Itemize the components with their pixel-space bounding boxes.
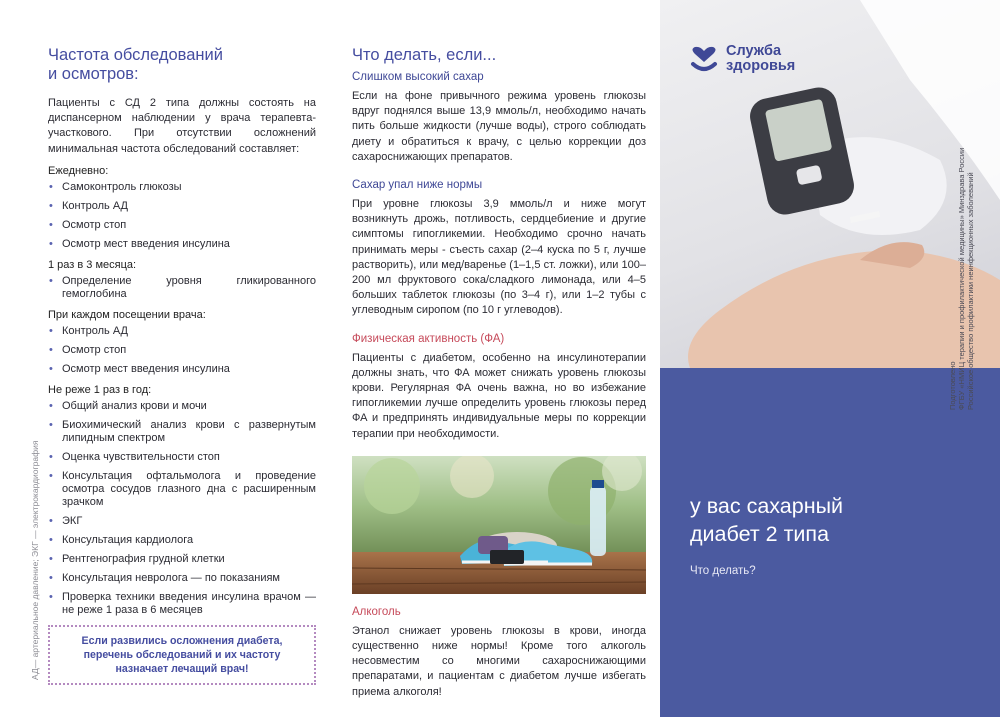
- abbreviations-side-note: АД— артериальное давление; ЭКГ — электрокардиография: [30, 440, 40, 680]
- section-text-physical-activity: Пациенты с диабетом, особенно на инсулинотерапии должны знать, что ФА может снижать уровень глюкозы крови. Регулярная ФА очень важна, но во избежание гипогликемии лучше определить уровень глюкозы перед ФА и предпринять индивидуальные меры по коррекции терапии при необходимости.: [352, 351, 646, 440]
- section-text-low-sugar: При уровне глюкозы 3,9 ммоль/л и ниже могут возникнуть дрожь, потливость, сердцебиение и другие симптомы гипогликемии. Необходимо срочно начать принимать меры - съесть сахар (2–4 куска по 5 г, лучше растворить), или мед/варенье (1–1,5 ст. ложки), или 100–200 мл фруктового сока/сладкого лимонада, или 4–5 больших таблеток глюкозы (по 3–4 г), или 1–2 тубы с углеводным сиропом (по 10 г углеводов).: [352, 198, 646, 317]
- examinations-heading: [48, 46, 316, 84]
- list-item: • Консультация невролога — по показаниям: [48, 572, 316, 585]
- list-item: • Определение уровня гликированного гемоглобина: [48, 275, 316, 301]
- panel-examinations: [0, 0, 330, 717]
- what-to-do-heading: Что делать, если...: [352, 46, 497, 64]
- list-daily: [48, 181, 316, 251]
- section-text-alcohol: Этанол снижает уровень глюкозы в крови, иногда существенно ниже нормы! Кроме того алкоголь несовместим со многими сахароснижающими препаратами, и пациентам с диабетом лучше избегать приема алкоголя!: [352, 624, 646, 698]
- group-title-each-visit: При каждом посещении врача:: [48, 308, 206, 321]
- list-item: • Осмотр мест введения инсулина: [48, 363, 316, 376]
- list-quarterly: [48, 275, 316, 301]
- list-item: • Осмотр мест введения инсулина: [48, 238, 316, 251]
- group-title-yearly: Не реже 1 раз в год:: [48, 383, 152, 396]
- prepared-by-credit: [948, 148, 975, 410]
- brand-line-1: Служба: [726, 43, 782, 59]
- list-yearly: [48, 400, 316, 617]
- cover-subtitle: Что делать?: [690, 565, 756, 577]
- list-item: • Самоконтроль глюкозы: [48, 181, 316, 194]
- group-title-quarterly: 1 раз в 3 месяца:: [48, 258, 137, 271]
- credit-line-3: Российское общество профилактики неинфекционных заболеваний: [966, 172, 975, 410]
- cover-panel: [660, 0, 1000, 717]
- brand-line-2: здоровья: [726, 58, 796, 74]
- list-item: • Консультация кардиолога: [48, 534, 316, 547]
- complications-note: Если развились осложнения диабета, перечень обследований и их частоту назначает лечащий врач!: [48, 625, 316, 685]
- list-item: • Рентгенография грудной клетки: [48, 553, 316, 566]
- credit-line-2: ФГБУ «НМИЦ терапии и профилактической медицины» Минздрава России: [957, 147, 966, 410]
- heading-line-2: и осмотров:: [48, 65, 139, 83]
- panel-what-to-do: [330, 0, 660, 717]
- examinations-intro: Пациенты с СД 2 типа должны состоять на диспансерном наблюдении у врача терапевта-участкового. При отсутствии осложнений минимальная частота обследований составляет:: [48, 97, 316, 155]
- section-title-alcohol: Алкоголь: [352, 605, 401, 618]
- list-item: • Общий анализ крови и мочи: [48, 400, 316, 413]
- sport-shoes-photo: [352, 456, 646, 594]
- list-item: • Проверка техники введения инсулина врачом — не реже 1 раза в 6 месяцев: [48, 591, 316, 617]
- list-item: • Контроль АД: [48, 325, 316, 338]
- group-title-daily: Ежедневно:: [48, 164, 109, 177]
- list-item: • Биохимический анализ крови с развернутым липидным спектром: [48, 419, 316, 445]
- list-item: • ЭКГ: [48, 515, 316, 528]
- sport-shoes-illustration: [352, 456, 646, 594]
- heart-logo-icon: [690, 44, 718, 74]
- list-item: • Осмотр стоп: [48, 219, 316, 232]
- list-item: • Оценка чувствительности стоп: [48, 451, 316, 464]
- list-item: • Осмотр стоп: [48, 344, 316, 357]
- brand-logo: [690, 44, 795, 74]
- section-text-high-sugar: Если на фоне привычного режима уровень глюкозы вдруг поднялся выше 13,9 ммоль/л, необходимо начать пить больше жидкости (лучше воды), строго соблюдать диету и обратиться к врачу, с целью коррекции доз сахароснижающих препаратов.: [352, 90, 646, 163]
- brand-name: [726, 44, 795, 74]
- list-item: • Консультация офтальмолога и проведение осмотра сосудов глазного дна с расширенным зрачком: [48, 470, 316, 509]
- heading-line-1: Частота обследований: [48, 46, 223, 64]
- list-item: • Контроль АД: [48, 200, 316, 213]
- cover-title-line-2: диабет 2 типа: [690, 522, 830, 546]
- section-title-high-sugar: Слишком высокий сахар: [352, 71, 484, 83]
- credit-line-1: Подготовлено: [948, 361, 957, 410]
- section-title-low-sugar: Сахар упал ниже нормы: [352, 179, 483, 192]
- cover-title: [690, 492, 843, 548]
- cover-title-line-1: у вас сахарный: [690, 494, 844, 518]
- list-each-visit: [48, 325, 316, 376]
- section-title-physical-activity: Физическая активность (ФА): [352, 332, 505, 345]
